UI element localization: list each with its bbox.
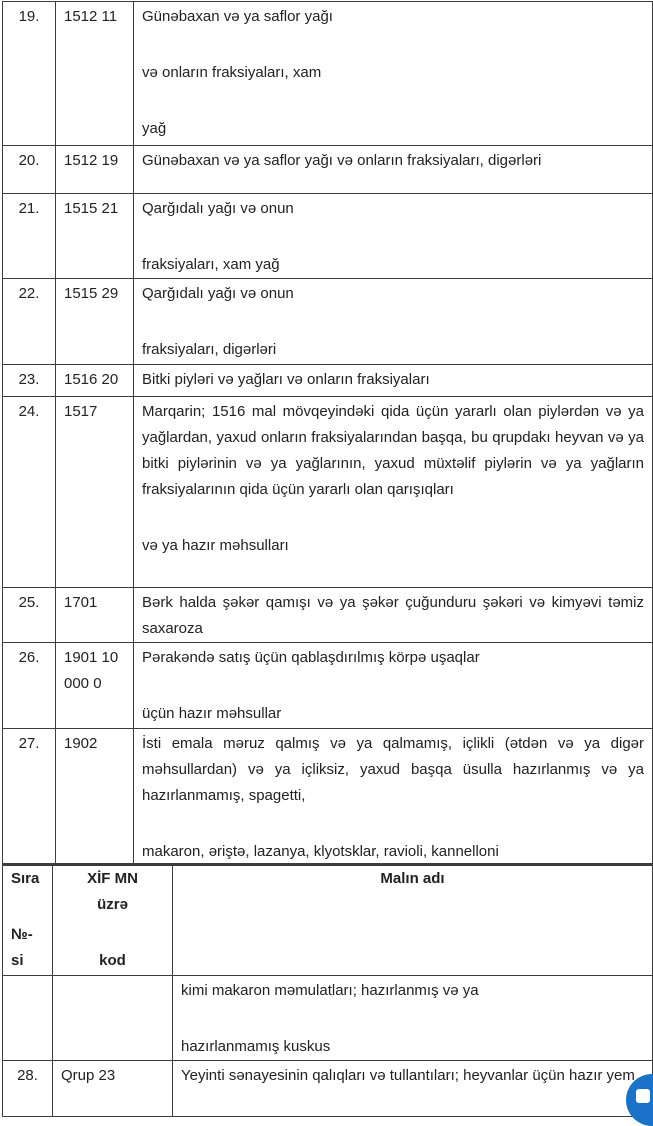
row-description: İsti emala məruz qalmış və ya qalmamış, içlikli (ətdən və ya digər məhsullardan) və ya içliksiz, yaxud başqa üsulla hazırlanmış və ya hazırlanmamış, spagetti, makaron, əriştə, lazanya, klyotsklar, ravioli, kannelloni (134, 729, 653, 866)
row-description: kimi makaron məmulatları; hazırlanmış və ya hazırlanmamış kuskus (173, 975, 653, 1060)
row-code: 1512 11 (56, 2, 134, 146)
header-code: XİF MN üzrə kod (53, 864, 173, 975)
row-description: Pərakəndə satış üçün qablaşdırılmış körpə uşaqlar üçün hazır məhsullar (134, 643, 653, 729)
table-row (3, 194, 653, 279)
row-code: Qrup 23 (53, 1060, 173, 1116)
row-code: 1512 19 (56, 146, 134, 194)
table-row (3, 2, 653, 146)
row-number: 26. (3, 643, 56, 729)
header-name: Malın adı (173, 864, 653, 975)
table-row (3, 1060, 653, 1116)
row-code: 1902 (56, 729, 134, 866)
row-number: 19. (3, 2, 56, 146)
row-code: 1517 (56, 397, 134, 588)
row-description: Yeyinti sənayesinin qalıqları və tullantıları; heyvanlar üçün hazır yem (173, 1060, 653, 1116)
row-description: Qarğıdalı yağı və onun fraksiyaları, xam yağ (134, 194, 653, 279)
row-code: 1701 (56, 588, 134, 643)
row-description: Günəbaxan və ya saflor yağı və onların fraksiyaları, digərləri (134, 146, 653, 194)
table-row (3, 365, 653, 397)
products-table-part-2 (2, 863, 653, 1117)
row-number: 23. (3, 365, 56, 397)
row-code: 1515 21 (56, 194, 134, 279)
products-table-part-1 (2, 1, 653, 866)
table-row (3, 146, 653, 194)
table-header-row (3, 864, 653, 975)
row-number (3, 975, 53, 1060)
row-description: Bərk halda şəkər qamışı və ya şəkər çuğunduru şəkəri və kimyəvi təmiz saxaroza (134, 588, 653, 643)
row-number: 24. (3, 397, 56, 588)
header-sira: Sıra №- si (3, 864, 53, 975)
row-number: 22. (3, 279, 56, 365)
row-description: Marqarin; 1516 mal mövqeyindəki qida üçün yararlı olan piylərdən və ya yağlardan, yaxud onların fraksiyalarından başqa, bu qrupdakı heyvan və ya bitki piylərinin və ya yağlarının, yaxud müxtəlif piylərin və ya yağların fraksiyalarının qida üçün yararlı olan qarışıqları və ya hazır məhsulları (134, 397, 653, 588)
row-code: 1516 20 (56, 365, 134, 397)
table-row (3, 975, 653, 1060)
row-number: 21. (3, 194, 56, 279)
row-number: 28. (3, 1060, 53, 1116)
table-row (3, 729, 653, 866)
row-number: 27. (3, 729, 56, 866)
row-code (53, 975, 173, 1060)
row-description: Günəbaxan və ya saflor yağı və onların fraksiyaları, xam yağ (134, 2, 653, 146)
row-number: 20. (3, 146, 56, 194)
table-row (3, 588, 653, 643)
row-code: 1901 10 000 0 (56, 643, 134, 729)
row-description: Bitki piyləri və yağları və onların fraksiyaları (134, 365, 653, 397)
row-number: 25. (3, 588, 56, 643)
table-row (3, 279, 653, 365)
table-row (3, 397, 653, 588)
row-code: 1515 29 (56, 279, 134, 365)
row-description: Qarğıdalı yağı və onun fraksiyaları, digərləri (134, 279, 653, 365)
table-row (3, 643, 653, 729)
